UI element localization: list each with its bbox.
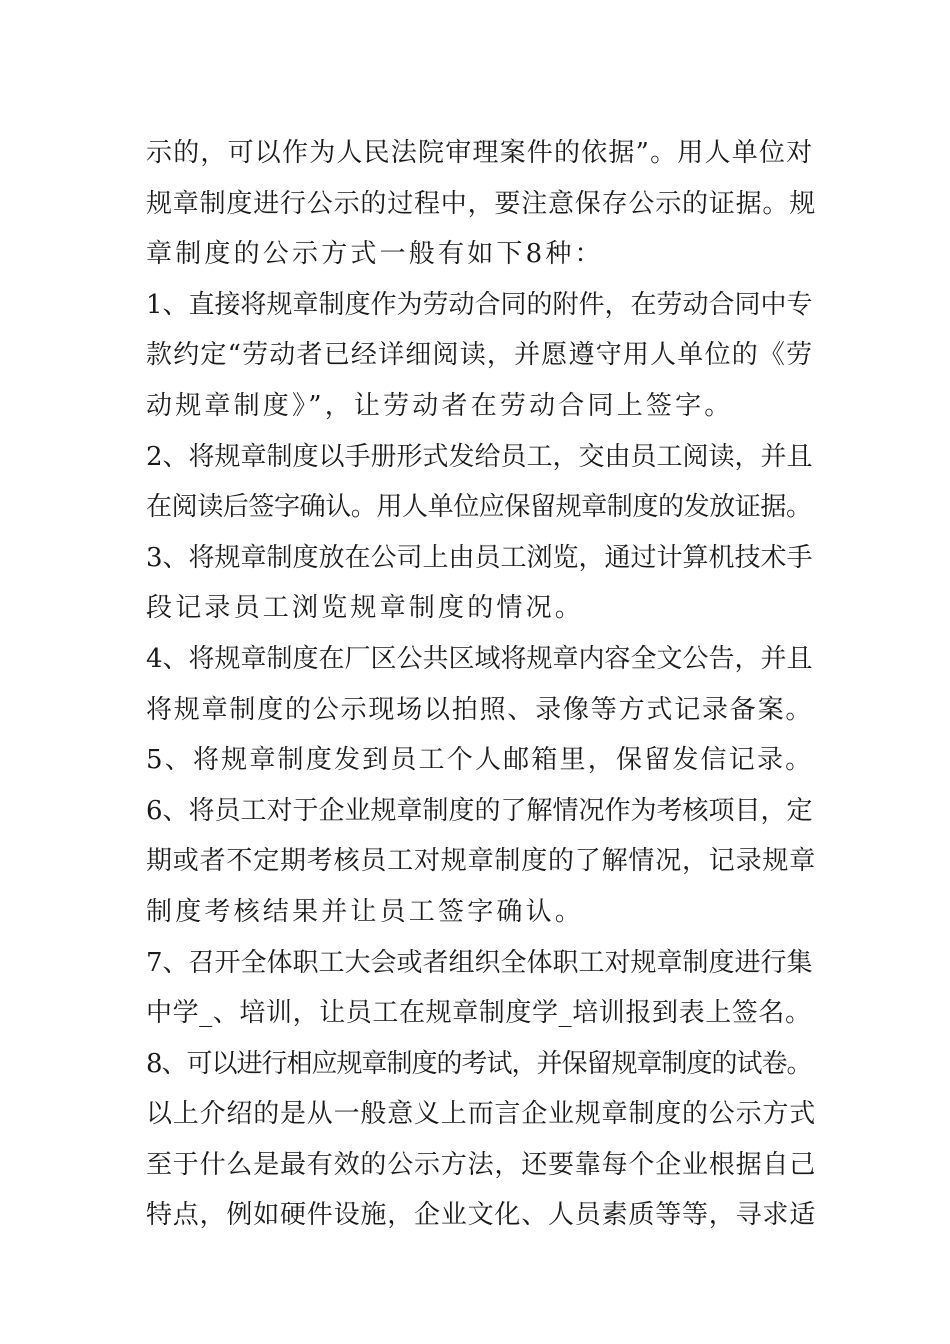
- list-item-2-line: 在阅读后签字确认。用人单位应保留规章制度的发放证据。: [146, 492, 812, 523]
- list-item-2-line: 2、将规章制度以手册形式发给员工，交由员工阅读，并且: [146, 441, 813, 472]
- body-text: [146, 128, 816, 1241]
- list-item-4-line: 4、将规章制度在厂区公共区域将规章内容全文公告，并且: [146, 643, 813, 674]
- list-item-8-line: 8、可以进行相应规章制度的考试，并保留规章制度的试卷。: [146, 1048, 812, 1079]
- list-item-6-line: 期或者不定期考核员工对规章制度的了解情况，记录规章: [146, 846, 817, 877]
- list-item-6-line: 制度考核结果并让员工签字确认。: [146, 896, 585, 927]
- list-item-4-line: 将规章制度的公示现场以拍照、录像等方式记录备案。: [146, 694, 814, 725]
- list-item-6-line: 6、将员工对于企业规章制度的了解情况作为考核项目，定: [146, 795, 813, 826]
- text-line: 至于什么是最有效的公示方法，还要靠每个企业根据自己: [146, 1149, 817, 1180]
- list-item-5-line: 5、将规章制度发到员工个人邮箱里，保留发信记录。: [146, 745, 814, 776]
- list-item-7-line: 7、召开全体职工大会或者组织全体职工对规章制度进行集: [146, 947, 813, 978]
- list-item-7-line: 中学_、培训，让员工在规章制度学_培训报到表上签名。: [146, 998, 812, 1029]
- list-item-3-line: 段记录员工浏览规章制度的情况。: [146, 593, 585, 624]
- list-item-3-line: 3、将规章制度放在公司上由员工浏览，通过计算机技术手: [146, 542, 813, 573]
- list-item-1-line: 款约定“劳动者已经详细阅读，并愿遵守用人单位的《劳: [146, 340, 814, 371]
- text-line: 示的，可以作为人民法院审理案件的依据”。用人单位对: [146, 138, 814, 168]
- text-line: 以上介绍的是从一般意义上而言企业规章制度的公示方式: [146, 1099, 817, 1130]
- text-line: 规章制度进行公示的过程中，要注意保存公示的证据。规: [146, 188, 817, 219]
- text-line: 特点，例如硬件设施，企业文化、人员素质等等，寻求适: [146, 1200, 817, 1231]
- list-item-1-line: 1、直接将规章制度作为劳动合同的附件，在劳动合同中专: [146, 289, 813, 320]
- list-item-1-line: 动规章制度》”，让劳动者在劳动合同上签字。: [146, 390, 734, 421]
- text-line: 章制度的公示方式一般有如下8种：: [146, 239, 604, 270]
